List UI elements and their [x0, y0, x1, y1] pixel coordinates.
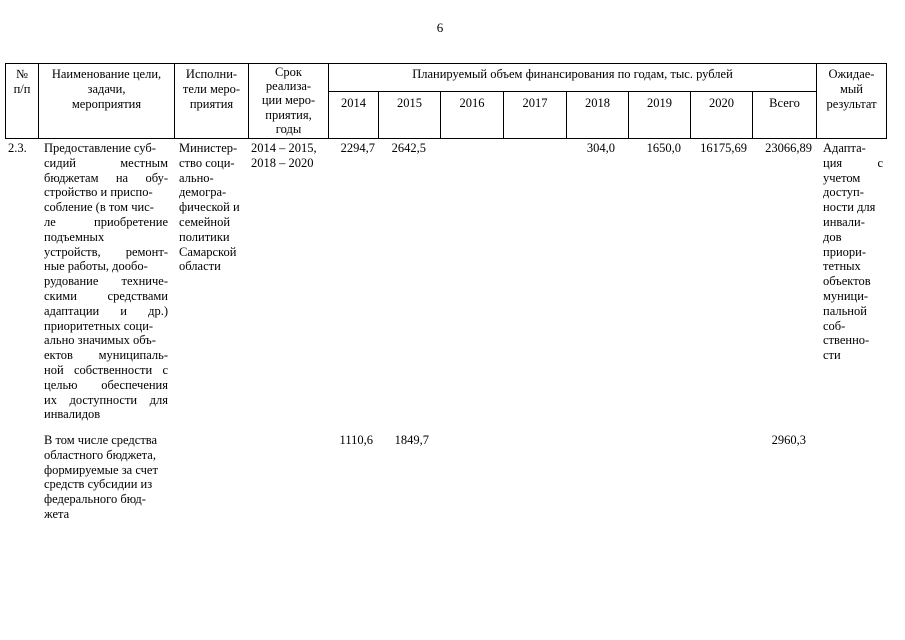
row-name: Предоставление суб- сидий местным бюджетам на обу- стройство и приспо- собление (в том чис- ле приобретение подъемных устройств, ремонт- ные работы, дообо- рудование техниче- скими средствами адаптации и др.) приоритетных соци- ально значимых объ- ектов муниципаль- ной собственности с целью обеспечения их доступности для инвалидов — [44, 141, 168, 422]
header-year-2016: 2016 — [459, 96, 485, 110]
row-executors: Министер- ство соци- ально- демогра- фической и семейной политики Самарской области — [179, 141, 240, 274]
header-name: Наименование цели, задачи, мероприятия — [51, 67, 162, 111]
header-funding: Планируемый объем финансирования по годам, тыс. рублей — [412, 67, 733, 81]
header-year-2018: 2018 — [585, 96, 610, 110]
page-number: 6 — [436, 20, 444, 35]
header-result: Ожидае- мый результат — [826, 67, 877, 111]
header-year-total: Всего — [769, 96, 800, 110]
row-value-total: 23066,89 — [765, 141, 812, 155]
header-year-2020: 2020 — [709, 96, 734, 110]
row-value-2015: 2642,5 — [391, 141, 426, 155]
header-num: № п/п — [13, 67, 31, 96]
header-year-2017: 2017 — [522, 96, 548, 110]
row-result: Адапта- ция с учетом доступ- ности для инвали- дов приори- тетных объектов муници- пальной соб- ственно- сти — [823, 141, 883, 363]
subrow-name: В том числе средства областного бюджета, формируемые за счет средств субсидии из федерального бюд- жета — [44, 433, 158, 521]
subrow-value-2015: 1849,7 — [394, 433, 429, 447]
row-value-2019: 1650,0 — [646, 141, 681, 155]
row-value-2014: 2294,7 — [340, 141, 375, 155]
subrow-value-total: 2960,3 — [771, 433, 806, 447]
row-value-2020: 16175,69 — [700, 141, 747, 155]
header-executors: Исполни- тели меро- приятия — [182, 67, 241, 111]
header-year-2015: 2015 — [397, 96, 422, 110]
header-year-2014: 2014 — [341, 96, 366, 110]
row-number: 2.3. — [8, 141, 27, 155]
subrow-value-2014: 1110,6 — [339, 433, 373, 447]
row-value-2018: 304,0 — [586, 141, 615, 155]
row-term: 2014 – 2015, 2018 – 2020 — [251, 141, 317, 170]
header-year-2019: 2019 — [647, 96, 672, 110]
header-term: Срок реализа- ции меро- приятия, годы — [261, 65, 316, 136]
